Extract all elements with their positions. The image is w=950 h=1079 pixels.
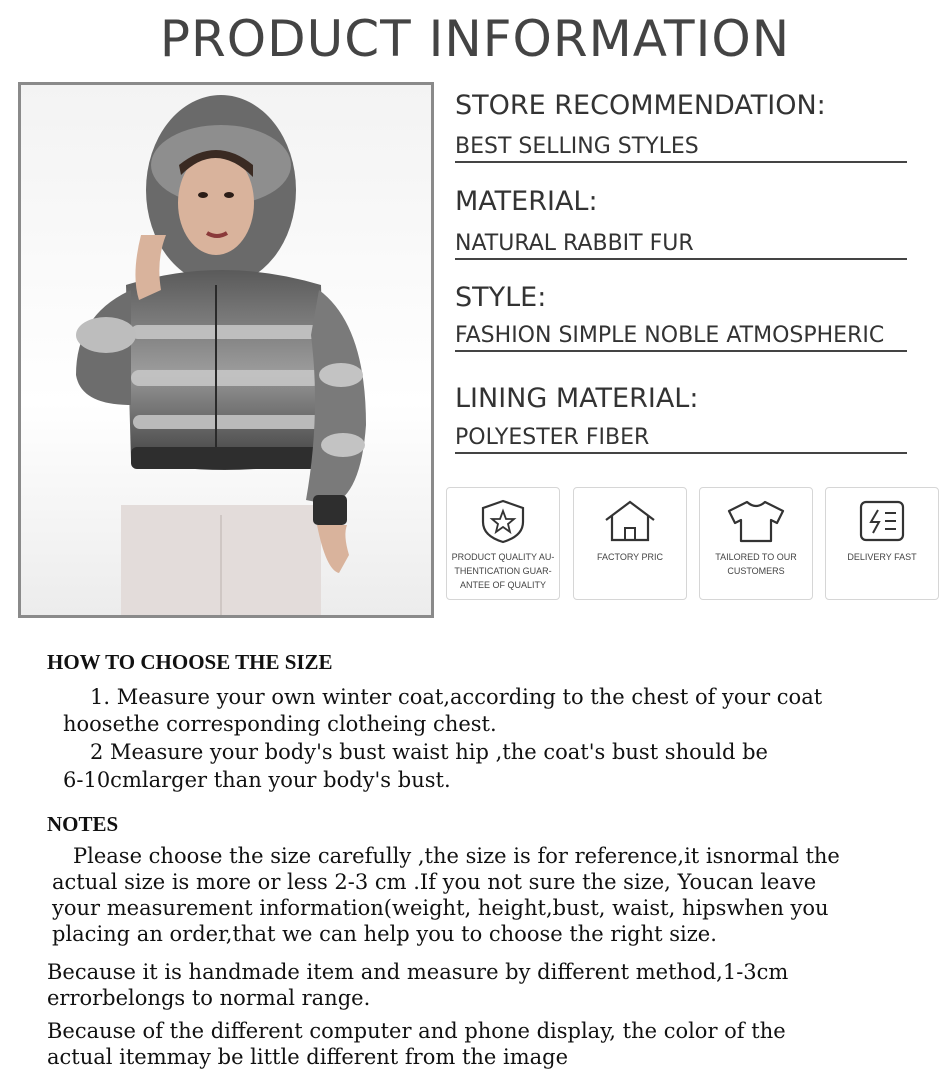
notes-p3-line-1: Because of the different computer and phone display, the color of the: [47, 1019, 786, 1043]
shield-star-icon: [478, 498, 528, 544]
lining-material-value: POLYESTER FIBER: [455, 425, 907, 454]
tshirt-icon: [725, 498, 787, 544]
size-step-1-line-1: 1. Measure your own winter coat,according to the chest of your coat: [90, 685, 823, 709]
size-step-1-line-2: hoosethe corresponding clotheing chest.: [63, 712, 497, 736]
material-value: NATURAL RABBIT FUR: [455, 231, 907, 260]
notes-p2-line-1: Because it is handmade item and measure by different method,1-3cm: [47, 960, 789, 984]
material-label: MATERIAL:: [455, 186, 598, 217]
style-label: STYLE:: [455, 282, 547, 313]
product-photo: [18, 82, 434, 618]
notes-p1-line-4: placing an order,that we can help you to choose the right size.: [52, 922, 717, 946]
factory-house-icon: [601, 498, 659, 544]
notes-p1-line-3: your measurement information(weight, height,bust, waist, hipswhen you: [52, 896, 829, 920]
model-in-fur-jacket-image: [21, 85, 431, 615]
feature-quality-text: PRODUCT QUALITY AU-THENTICATION GUAR-ANTEE OF QUALITY: [451, 552, 555, 590]
size-guide-heading: HOW TO CHOOSE THE SIZE: [47, 650, 333, 674]
store-recommendation-value: BEST SELLING STYLES: [455, 134, 907, 163]
delivery-icon: [856, 498, 908, 544]
size-step-2-line-1: 2 Measure your body's bust waist hip ,the coat's bust should be: [90, 740, 768, 764]
store-recommendation-label: STORE RECOMMENDATION:: [455, 90, 826, 121]
notes-p2-line-2: errorbelongs to normal range.: [47, 986, 371, 1010]
lining-material-label: LINING MATERIAL:: [455, 383, 699, 414]
page-title: PRODUCT INFORMATION: [159, 10, 791, 68]
notes-heading: NOTES: [47, 812, 119, 836]
feature-delivery-text: DELIVERY FAST: [847, 552, 917, 562]
feature-tailored: [699, 487, 813, 600]
feature-tailored-text: TAILORED TO OUR CUSTOMERS: [715, 552, 797, 576]
notes-p1-line-2: actual size is more or less 2-3 cm .If you not sure the size, Youcan leave: [52, 870, 817, 894]
style-value: FASHION SIMPLE NOBLE ATMOSPHERIC: [455, 323, 907, 352]
notes-p3-line-2: actual itemmay be little different from the image: [47, 1045, 569, 1069]
feature-delivery: [825, 487, 939, 600]
feature-factory-price-text: FACTORY PRIC: [596, 552, 664, 562]
size-step-2-line-2: 6-10cmlarger than your body's bust.: [63, 768, 451, 792]
feature-factory-price: [573, 487, 687, 600]
notes-p1-line-1: Please choose the size carefully ,the size is for reference,it isnormal the: [73, 844, 840, 868]
feature-quality: [446, 487, 560, 600]
